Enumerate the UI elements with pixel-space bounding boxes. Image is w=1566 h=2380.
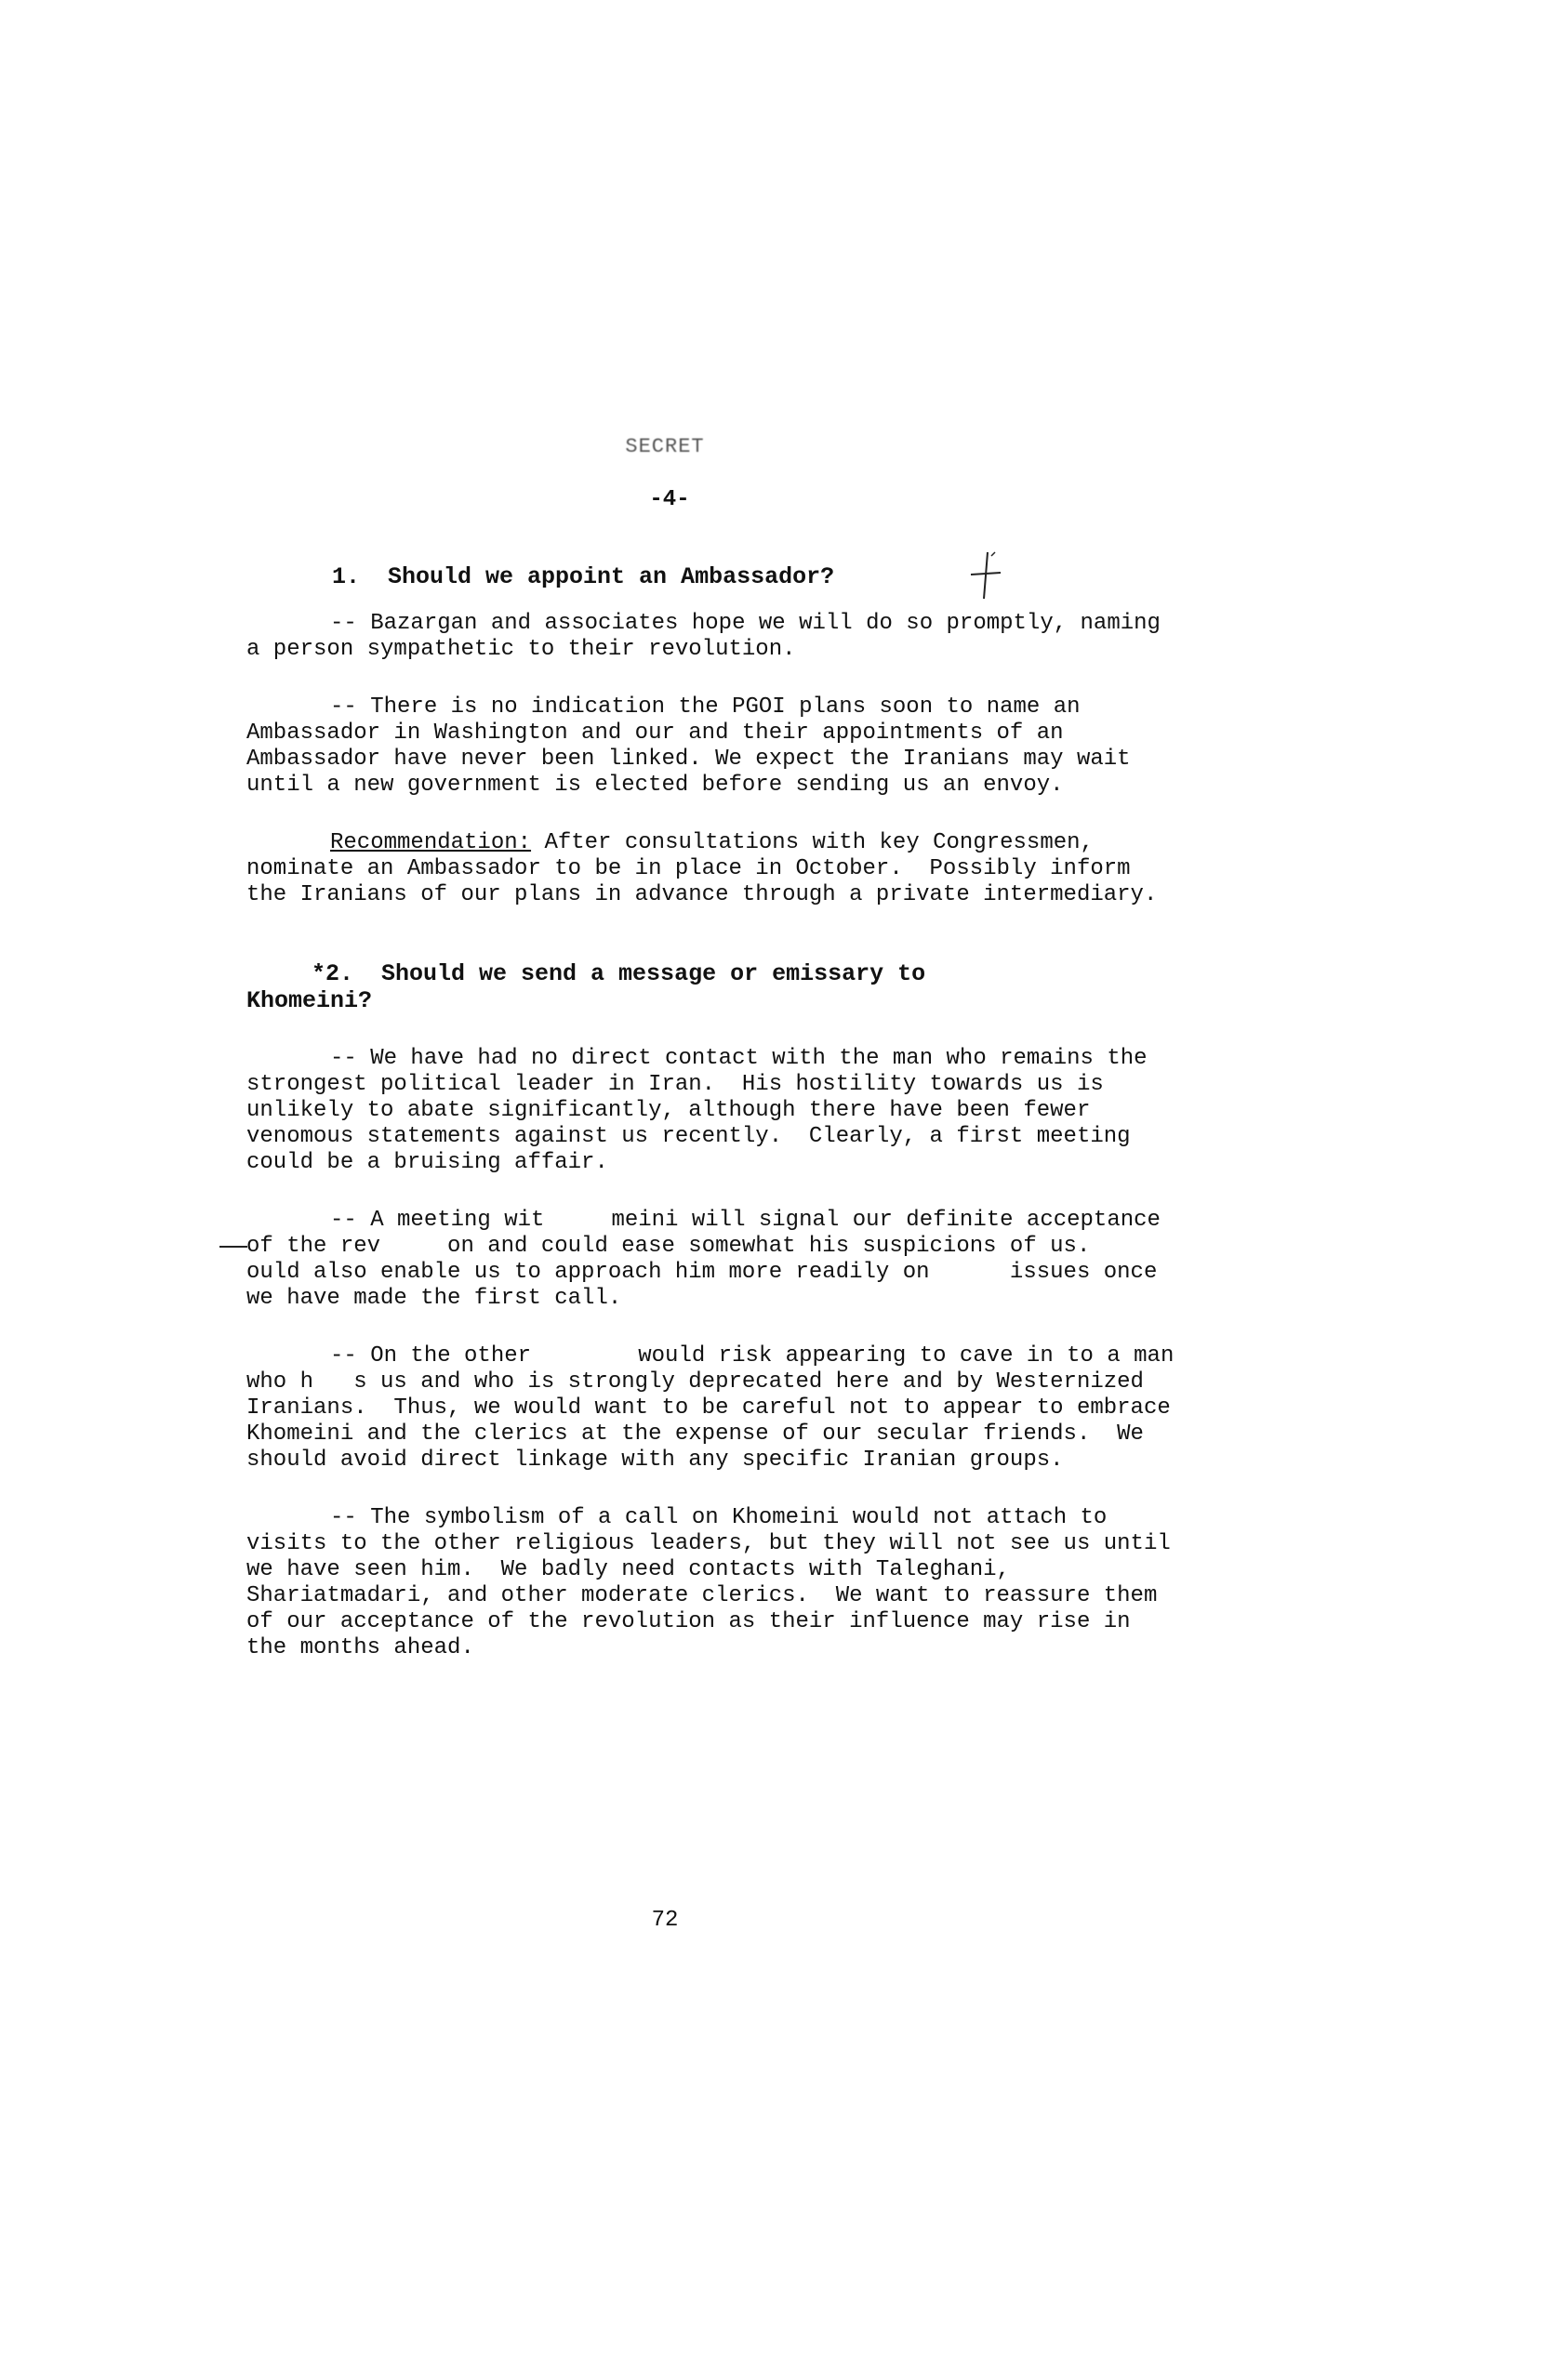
- classification-stamp: SECRET: [625, 435, 705, 458]
- document-body: [246, 563, 1188, 1661]
- section2-para1: -- We have had no direct contact with the man who remains the strongest political leader in Iran. His hostility towards us is unlikely to abate significantly, although there have been fewer venomous statements against us recently. Clearly, a first meeting could be a bruising affair.: [246, 1046, 1161, 1175]
- section2-para4: -- The symbolism of a call on Khomeini would not attach to visits to the other religious leaders, but they will not see us until we have seen him. We badly need contacts with Taleghani, Shariatmadari, and other moderate clerics. We want to reassure them of our acceptance of the revolution as their influence may rise in the months ahead.: [246, 1505, 1185, 1660]
- section2-heading-line1: *2. Should we send a message or emissary to: [312, 960, 926, 987]
- section1-para1: -- Bazargan and associates hope we will do so promptly, naming a person sympathetic to their revolution.: [246, 611, 1174, 662]
- section2-para2: -- A meeting wit meini will signal our definite acceptance of the rev on and could ease somewhat his suspicions of us. ould also enable us to approach him more readily on issues once we have made the first call.: [246, 1208, 1174, 1311]
- margin-mark: [219, 1246, 247, 1248]
- recommendation-text: After consultations with key Congressmen, nominate an Ambassador to be in place in October. Possibly inform the Iranians of our plans in advance through a private intermediary.: [246, 830, 1158, 907]
- section1-para2: -- There is no indication the PGOI plans soon to name an Ambassador in Washington and our and their appointments of an Ambassador have never been linked. We expect the Iranians may wait until a new government is elected before sending us an envoy.: [246, 694, 1144, 798]
- footer-page-number: 72: [651, 1908, 679, 1933]
- section2-para3: -- On the other would risk appearing to cave in to a man who h s us and who is strongly deprecated here and by Westernized Iranians. Thus, we would want to be careful not to appear to embrace Khomeini and the clerics at the expense of our secular friends. We should avoid direct linkage with any specific Iranian groups.: [246, 1343, 1188, 1473]
- section1-recommendation: [246, 830, 1176, 908]
- page-number: -4-: [649, 487, 690, 512]
- recommendation-label: Recommendation:: [330, 830, 532, 855]
- section1-heading: 1. Should we appoint an Ambassador?: [332, 563, 835, 590]
- section2-heading-line2: Khomeini?: [246, 987, 373, 1014]
